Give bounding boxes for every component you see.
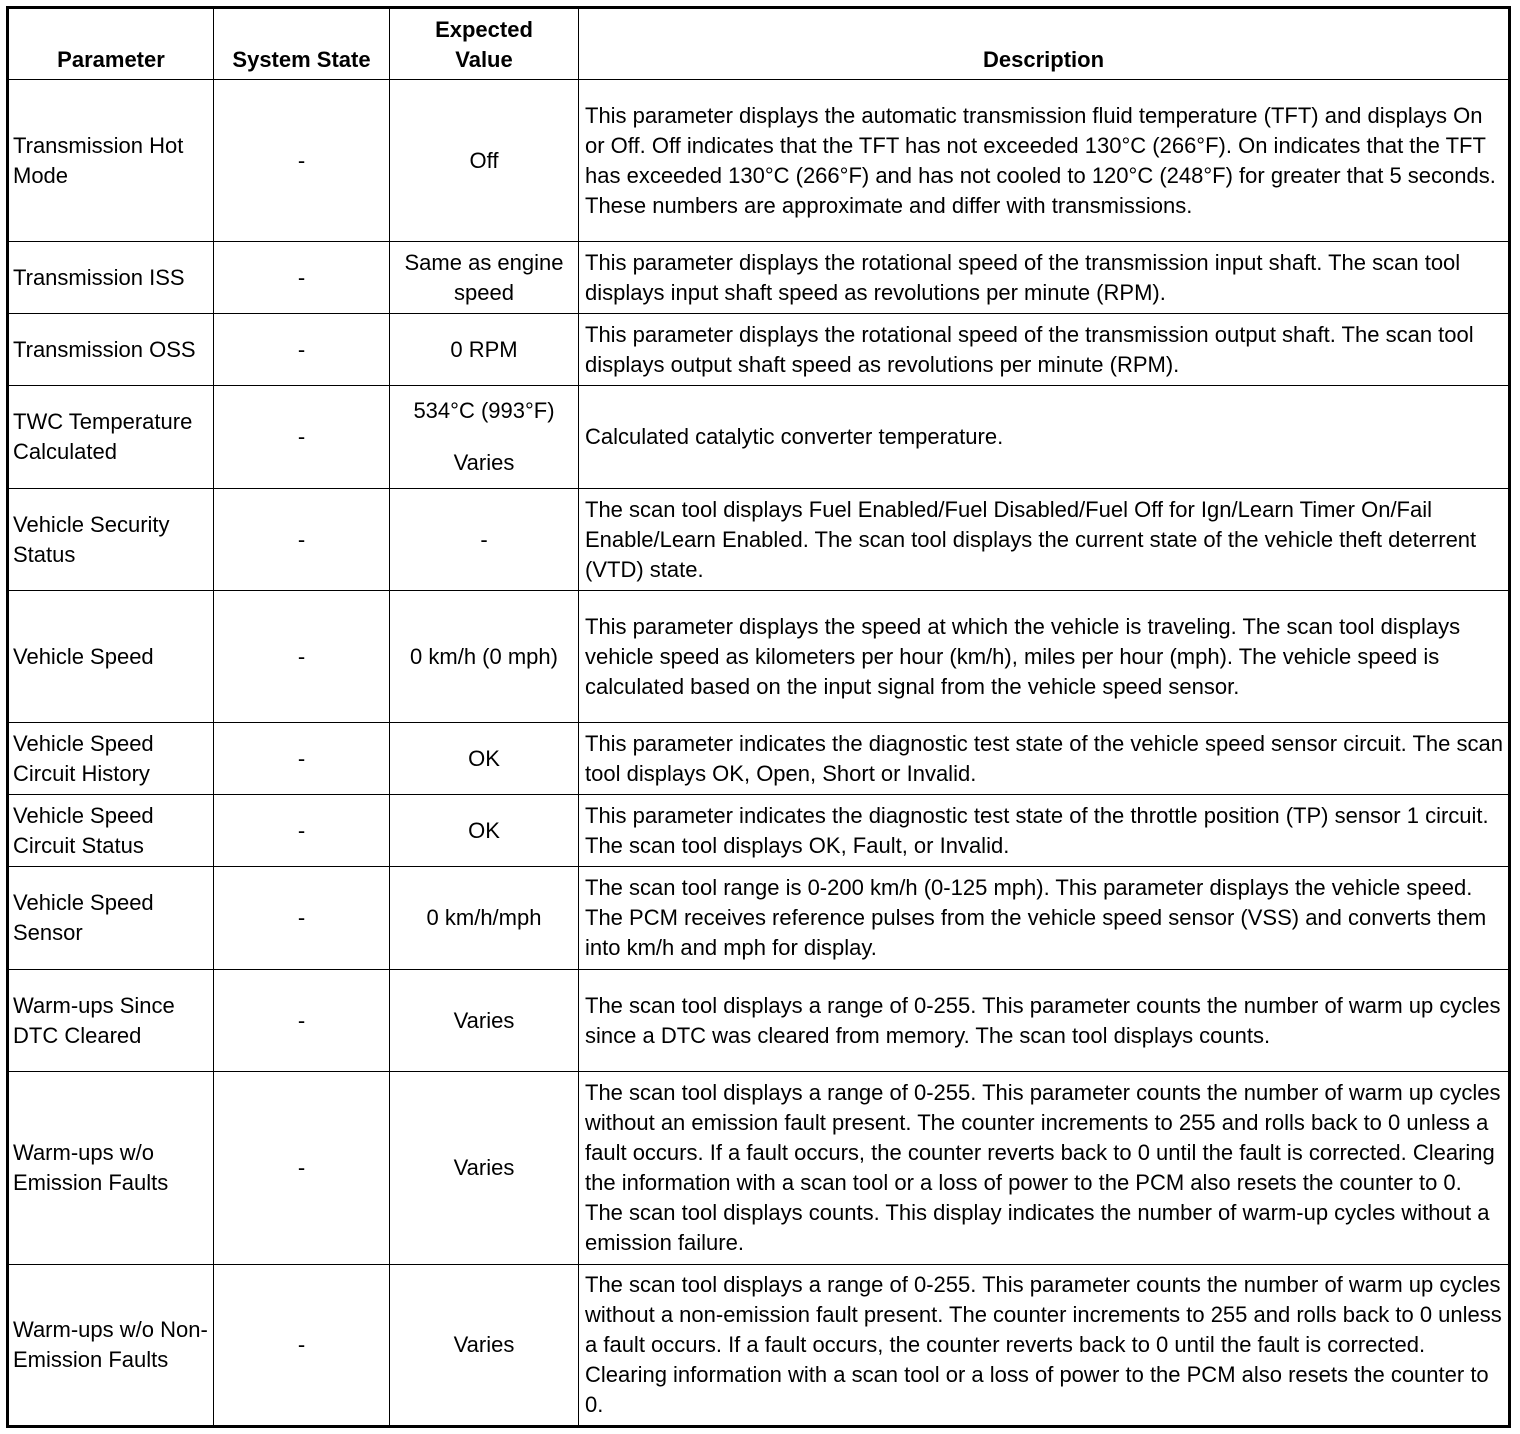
system-state-cell: - bbox=[214, 1072, 390, 1265]
description-cell: This parameter indicates the diagnostic test state of the throttle position (TP) sensor 1 circuit. The scan tool displays OK, Fault, or Invalid. bbox=[579, 795, 1510, 867]
parameter-cell: Warm-ups Since DTC Cleared bbox=[8, 970, 214, 1072]
table-row bbox=[8, 242, 1510, 314]
parameter-table bbox=[6, 6, 1511, 1428]
expected-value-cell bbox=[390, 386, 579, 489]
parameter-cell: Vehicle Speed Circuit History bbox=[8, 723, 214, 795]
system-state-cell: - bbox=[214, 489, 390, 591]
parameter-cell: Vehicle Speed Sensor bbox=[8, 867, 214, 970]
parameter-cell: Warm-ups w/o Non-Emission Faults bbox=[8, 1265, 214, 1427]
expected-value-cell: OK bbox=[390, 795, 579, 867]
description-cell: The scan tool range is 0-200 km/h (0-125 mph). This parameter displays the vehicle speed. The PCM receives reference pulses from the vehicle speed sensor (VSS) and converts them into km/h and mph for display. bbox=[579, 867, 1510, 970]
expected-value-cell: Varies bbox=[390, 970, 579, 1072]
parameter-cell: Transmission Hot Mode bbox=[8, 80, 214, 242]
table-row bbox=[8, 386, 1510, 489]
table-row bbox=[8, 591, 1510, 723]
system-state-cell: - bbox=[214, 386, 390, 489]
description-cell: The scan tool displays a range of 0-255. This parameter counts the number of warm up cycles since a DTC was cleared from memory. The scan tool displays counts. bbox=[579, 970, 1510, 1072]
table-row bbox=[8, 867, 1510, 970]
system-state-cell: - bbox=[214, 970, 390, 1072]
parameter-cell: Warm-ups w/o Emission Faults bbox=[8, 1072, 214, 1265]
description-cell: This parameter displays the speed at which the vehicle is traveling. The scan tool displays vehicle speed as kilometers per hour (km/h), miles per hour (mph). The vehicle speed is calculated based on the input signal from the vehicle speed sensor. bbox=[579, 591, 1510, 723]
header-expected-value-line2: Value bbox=[455, 47, 513, 72]
description-cell: This parameter displays the rotational speed of the transmission output shaft. The scan tool displays output shaft speed as revolutions per minute (RPM). bbox=[579, 314, 1510, 386]
system-state-cell: - bbox=[214, 591, 390, 723]
expected-value-cell: Same as engine speed bbox=[390, 242, 579, 314]
system-state-cell: - bbox=[214, 80, 390, 242]
system-state-cell: - bbox=[214, 314, 390, 386]
parameter-cell: Transmission OSS bbox=[8, 314, 214, 386]
expected-value-cell: OK bbox=[390, 723, 579, 795]
header-expected-value bbox=[390, 8, 579, 80]
description-cell: The scan tool displays a range of 0-255. This parameter counts the number of warm up cycles without a non-emission fault present. The counter increments to 255 and rolls back to 0 unless a fault occurs. If a fault occurs, the counter reverts back to 0 until the fault is corrected. Clearing information with a scan tool or a loss of power to the PCM also resets the counter to 0. bbox=[579, 1265, 1510, 1427]
expected-value-line: Varies bbox=[453, 450, 515, 475]
table-row bbox=[8, 1265, 1510, 1427]
system-state-cell: - bbox=[214, 723, 390, 795]
description-cell: Calculated catalytic converter temperature. bbox=[579, 386, 1510, 489]
expected-value-cell: Varies bbox=[390, 1265, 579, 1427]
description-cell: This parameter displays the rotational speed of the transmission input shaft. The scan tool displays input shaft speed as revolutions per minute (RPM). bbox=[579, 242, 1510, 314]
description-cell: The scan tool displays a range of 0-255. This parameter counts the number of warm up cycles without an emission fault present. The counter increments to 255 and rolls back to 0 unless a fault occurs. If a fault occurs, the counter reverts back to 0 until the fault is corrected. Clearing the information with a scan tool or a loss of power to the PCM also resets the counter to 0. The scan tool displays counts. This display indicates the number of warm-up cycles without a emission failure. bbox=[579, 1072, 1510, 1265]
header-row bbox=[8, 8, 1510, 80]
expected-value-cell: Off bbox=[390, 80, 579, 242]
parameter-cell: Vehicle Security Status bbox=[8, 489, 214, 591]
expected-value-cell: 0 km/h (0 mph) bbox=[390, 591, 579, 723]
table-row bbox=[8, 489, 1510, 591]
parameter-cell: Vehicle Speed bbox=[8, 591, 214, 723]
expected-value-line: 534°C (993°F) bbox=[413, 398, 555, 423]
header-description: Description bbox=[579, 8, 1510, 80]
parameter-cell: Vehicle Speed Circuit Status bbox=[8, 795, 214, 867]
header-parameter: Parameter bbox=[8, 8, 214, 80]
table-row bbox=[8, 970, 1510, 1072]
parameter-cell: Transmission ISS bbox=[8, 242, 214, 314]
system-state-cell: - bbox=[214, 242, 390, 314]
table-row bbox=[8, 80, 1510, 242]
header-system-state: System State bbox=[214, 8, 390, 80]
description-cell: The scan tool displays Fuel Enabled/Fuel Disabled/Fuel Off for Ign/Learn Timer On/Fail Enable/Learn Enabled. The scan tool displays the current state of the vehicle theft deterrent (VTD) state. bbox=[579, 489, 1510, 591]
description-cell: This parameter displays the automatic transmission fluid temperature (TFT) and displays On or Off. Off indicates that the TFT has not exceeded 130°C (266°F). On indicates that the TFT has exceeded 130°C (266°F) and has not cooled to 120°C (248°F) for greater that 5 seconds. These numbers are approximate and differ with transmissions. bbox=[579, 80, 1510, 242]
header-expected-value-line1: Expected bbox=[435, 17, 533, 42]
expected-value-cell: - bbox=[390, 489, 579, 591]
system-state-cell: - bbox=[214, 1265, 390, 1427]
table-row bbox=[8, 1072, 1510, 1265]
expected-value-cell: 0 RPM bbox=[390, 314, 579, 386]
expected-value-cell: 0 km/h/mph bbox=[390, 867, 579, 970]
description-cell: This parameter indicates the diagnostic test state of the vehicle speed sensor circuit. The scan tool displays OK, Open, Short or Invalid. bbox=[579, 723, 1510, 795]
parameter-cell: TWC Temperature Calculated bbox=[8, 386, 214, 489]
table-row bbox=[8, 314, 1510, 386]
table-row bbox=[8, 795, 1510, 867]
system-state-cell: - bbox=[214, 795, 390, 867]
system-state-cell: - bbox=[214, 867, 390, 970]
table-row bbox=[8, 723, 1510, 795]
expected-value-cell: Varies bbox=[390, 1072, 579, 1265]
